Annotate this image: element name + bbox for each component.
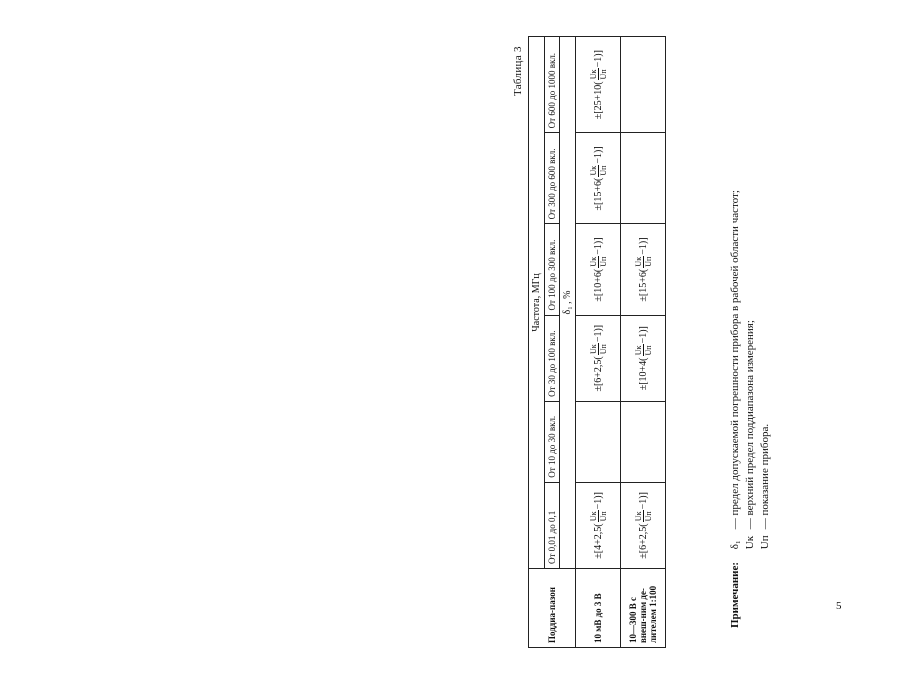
band-header: От 0,01 до 0,1 bbox=[545, 482, 560, 568]
formula-suffix: −1)] bbox=[592, 492, 604, 510]
error-formula-cell bbox=[621, 37, 666, 133]
voltage-fraction bbox=[589, 256, 608, 268]
voltage-fraction bbox=[634, 344, 653, 356]
formula-prefix: ±[6+2,5( bbox=[592, 356, 604, 392]
frequency-header: Частота, МГц bbox=[529, 37, 545, 569]
formula-prefix: ±[25+10( bbox=[592, 81, 604, 120]
fraction-denominator: Uп bbox=[598, 511, 608, 522]
formula-suffix: −1)] bbox=[637, 326, 649, 344]
error-formula-cell bbox=[576, 315, 621, 401]
error-formula-cell bbox=[621, 401, 666, 482]
note-text: — верхний предел поддиапазона измерения; bbox=[744, 320, 756, 530]
formula-suffix: −1)] bbox=[637, 492, 649, 510]
fraction-denominator: Uп bbox=[598, 344, 608, 355]
error-formula-cell bbox=[576, 37, 621, 133]
delta-label: δ₁ , % bbox=[560, 37, 576, 569]
error-formula-cell bbox=[576, 482, 621, 568]
fraction-numerator: Uк bbox=[588, 69, 598, 80]
fraction-numerator: Uк bbox=[633, 511, 643, 522]
fraction-denominator: Uп bbox=[598, 69, 608, 80]
fraction-denominator: Uп bbox=[598, 256, 608, 267]
note-text: — показание прибора. bbox=[759, 423, 771, 530]
band-header: От 300 до 600 вкл. bbox=[545, 133, 560, 224]
band-header: От 100 до 300 вкл. bbox=[545, 224, 560, 315]
voltage-fraction bbox=[589, 510, 608, 522]
note-line bbox=[728, 190, 743, 549]
table-container bbox=[528, 36, 666, 648]
note-symbol: Uк bbox=[744, 535, 756, 550]
fraction-denominator: Uп bbox=[643, 345, 653, 356]
note-lines bbox=[728, 190, 773, 549]
formula-suffix: −1)] bbox=[592, 237, 604, 255]
table-caption: Таблица 3 bbox=[512, 46, 524, 96]
voltage-fraction bbox=[634, 256, 653, 268]
note-line bbox=[758, 190, 773, 549]
error-table bbox=[528, 36, 666, 648]
fraction-denominator: Uп bbox=[643, 256, 653, 267]
range-label: 10 мВ до 3 В bbox=[576, 569, 621, 648]
fraction-numerator: Uк bbox=[588, 511, 598, 522]
formula-suffix: −1)] bbox=[637, 237, 649, 255]
error-formula-cell bbox=[621, 482, 666, 568]
table-row bbox=[576, 37, 621, 648]
page-number: 5 bbox=[836, 600, 842, 612]
range-label: 10—300 В с внеш-ним де-лителем 1:100 bbox=[621, 569, 666, 648]
formula-prefix: ±[6+2,5( bbox=[637, 523, 649, 559]
note-line bbox=[743, 190, 758, 549]
error-formula-cell bbox=[621, 315, 666, 401]
table-row bbox=[621, 37, 666, 648]
band-header: От 30 до 100 вкл. bbox=[545, 315, 560, 401]
voltage-fraction bbox=[634, 510, 653, 522]
formula-suffix: −1)] bbox=[592, 50, 604, 68]
note-symbol: Uп bbox=[759, 535, 771, 550]
error-formula-cell bbox=[576, 401, 621, 482]
error-formula-cell bbox=[621, 224, 666, 315]
error-formula-cell bbox=[576, 224, 621, 315]
range-column-header: Поддиа-пазон bbox=[529, 569, 576, 648]
note-symbol: δ₁ bbox=[729, 540, 741, 550]
voltage-fraction bbox=[589, 343, 608, 355]
note-block bbox=[728, 128, 773, 628]
formula-suffix: −1)] bbox=[592, 324, 604, 343]
fraction-numerator: Uк bbox=[588, 344, 598, 355]
formula-suffix: −1)] bbox=[592, 146, 604, 164]
band-header-row bbox=[545, 37, 560, 648]
fraction-numerator: Uк bbox=[588, 256, 598, 267]
fraction-numerator: Uк bbox=[633, 345, 643, 356]
note-text: — предел допускаемой погрешности прибора в рабочей области частот; bbox=[729, 190, 741, 530]
fraction-numerator: Uк bbox=[588, 165, 598, 176]
formula-prefix: ±[4+2,5( bbox=[592, 523, 604, 559]
note-heading: Примечание: bbox=[729, 561, 741, 628]
fraction-numerator: Uк bbox=[633, 256, 643, 267]
formula-prefix: ±[10+4( bbox=[637, 357, 649, 391]
error-formula-cell bbox=[576, 133, 621, 224]
error-formula-cell bbox=[621, 133, 666, 224]
fraction-denominator: Uп bbox=[643, 511, 653, 522]
band-header: От 10 до 30 вкл. bbox=[545, 401, 560, 482]
formula-prefix: ±[15+6( bbox=[592, 177, 604, 211]
voltage-fraction bbox=[589, 165, 608, 177]
formula-prefix: ±[10+6( bbox=[592, 268, 604, 302]
formula-prefix: ±[15+6( bbox=[637, 268, 649, 302]
band-header: От 600 до 1000 вкл. bbox=[545, 37, 560, 133]
voltage-fraction bbox=[589, 68, 608, 80]
fraction-denominator: Uп bbox=[598, 165, 608, 176]
table-body bbox=[576, 37, 666, 648]
